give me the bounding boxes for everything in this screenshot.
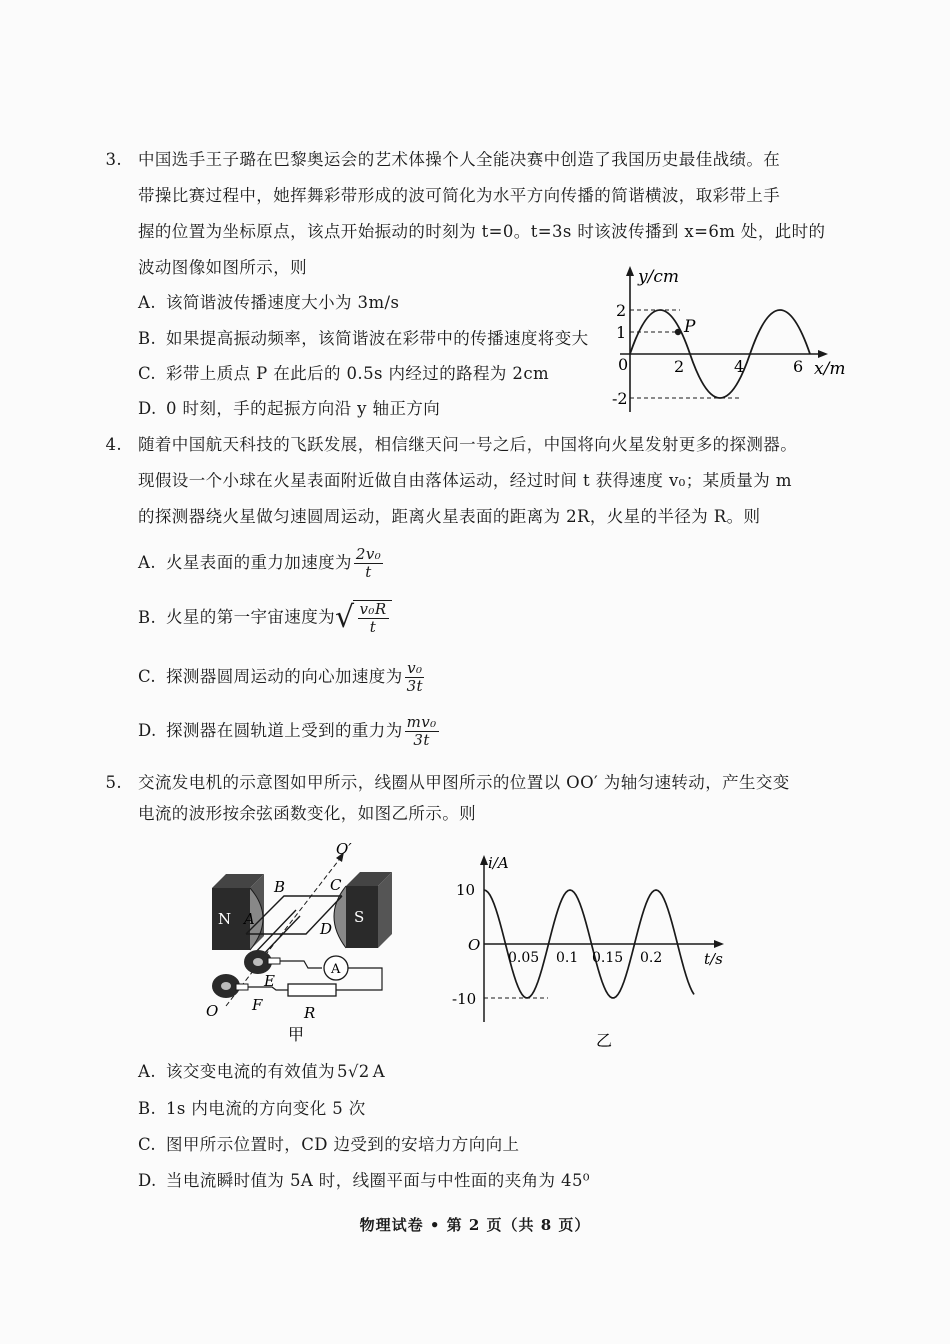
q4-option-a[interactable] (138, 546, 383, 581)
option-text: 探测器圆周运动的向心加速度为 (166, 667, 403, 686)
brush-e (268, 958, 280, 964)
origin-label: O (468, 936, 481, 954)
y-axis-label: i/A (488, 854, 509, 872)
generator-diagram (196, 838, 416, 1048)
q5-option-c[interactable] (138, 1135, 519, 1155)
y-tick-neg2: -2 (612, 389, 628, 408)
figure-jia-caption: 甲 (288, 1025, 305, 1044)
q5-option-a[interactable] (138, 1062, 385, 1082)
label-a: A (244, 910, 255, 928)
q4-option-c[interactable] (138, 660, 425, 695)
effective-value: 5√2 (337, 1062, 370, 1081)
fraction-numerator: v₀R (359, 600, 387, 618)
unit: A (372, 1062, 386, 1081)
option-text: 彩带上质点 P 在此后的 0.5s 内经过的路程为 2cm (166, 364, 550, 383)
label-b: B (274, 878, 286, 896)
option-text: 0 时刻，手的起振方向沿 y 轴正方向 (166, 399, 441, 418)
question-3-stem-line-3: 握的位置为坐标原点，该点开始振动的时刻为 t=0。t=3s 时该波传播到 x=6m 处，此时的 (138, 222, 826, 241)
x-axis-arrow-icon (818, 350, 828, 358)
q4-option-b[interactable] (138, 600, 392, 636)
point-p (675, 329, 681, 335)
fraction (405, 714, 439, 749)
fraction-denominator: 3t (413, 731, 430, 749)
label-d: D (320, 920, 333, 938)
option-text: 如果提高振动频率，该简谐波在彩带中的传播速度将变大 (166, 329, 589, 348)
option-text: 探测器在圆轨道上受到的重力为 (166, 721, 403, 740)
y-tick-10: 10 (456, 881, 476, 899)
question-5-number: 5. (105, 773, 122, 792)
option-letter: C. (138, 1135, 157, 1154)
x-tick-0.1: 0.1 (556, 950, 579, 966)
x-tick-0.2: 0.2 (640, 950, 663, 966)
question-5-stem-line-1: 交流发电机的示意图如甲所示，线圈从甲图所示的位置以 OO′ 为轴匀速转动，产生交变 (138, 773, 790, 792)
q4-option-d[interactable] (138, 714, 439, 749)
q3-option-a[interactable] (138, 293, 399, 313)
fraction-denominator: t (365, 563, 372, 581)
option-letter: C. (138, 364, 157, 383)
label-e: E (264, 972, 275, 990)
q3-option-d[interactable] (138, 399, 440, 419)
fraction-numerator: v₀ (407, 659, 423, 677)
slip-ring-f-hole (221, 982, 231, 990)
option-text: 该简谐波传播速度大小为 3m/s (166, 293, 400, 312)
origin-label: 0 (618, 355, 629, 374)
wire-e (280, 961, 322, 968)
option-letter: D. (138, 1171, 157, 1190)
x-tick-4: 4 (734, 357, 745, 376)
option-text: 该交变电流的有效值为 (166, 1062, 335, 1081)
fraction (405, 660, 425, 695)
x-tick-0.05: 0.05 (508, 950, 540, 966)
option-text: 1s 内电流的方向变化 5 次 (166, 1099, 366, 1118)
label-r: R (304, 1004, 316, 1022)
fraction-numerator: mv₀ (406, 713, 437, 731)
option-letter: A. (138, 1062, 156, 1081)
q3-option-b[interactable] (138, 329, 589, 349)
q5-option-b[interactable] (138, 1099, 366, 1119)
magnet-n-label: N (218, 910, 232, 928)
current-graph (446, 850, 736, 1050)
point-p-label: P (684, 317, 696, 337)
option-letter: B. (138, 607, 157, 627)
y-axis-label: y/cm (638, 267, 679, 287)
figure-yi-caption: 乙 (596, 1031, 613, 1050)
x-tick-0.15: 0.15 (592, 950, 624, 966)
radical-icon: √ (335, 600, 355, 635)
y-tick-2: 2 (616, 301, 627, 320)
label-c: C (330, 876, 342, 894)
option-text: 图甲所示位置时，CD 边受到的安培力方向向上 (166, 1135, 520, 1154)
x-tick-6: 6 (793, 357, 804, 376)
brush-f (236, 984, 248, 990)
square-root (335, 600, 392, 636)
label-o: O (206, 1002, 219, 1020)
label-f: F (252, 996, 263, 1014)
option-text: 当电流瞬时值为 5A 时，线圈平面与中性面的夹角为 45⁰ (166, 1171, 590, 1190)
question-4-stem-line-2: 现假设一个小球在火星表面附近做自由落体运动，经过时间 t 获得速度 v₀；某质量为 m (138, 471, 792, 490)
magnet-s-label: S (354, 908, 365, 926)
option-letter: A. (138, 293, 156, 312)
page-footer: 物理试卷 • 第 2 页（共 8 页） (359, 1216, 591, 1234)
option-text: 火星表面的重力加速度为 (166, 553, 352, 572)
option-text: 火星的第一宇宙速度为 (166, 607, 335, 627)
fraction-denominator: t (369, 618, 377, 636)
question-4-stem-line-3: 的探测器绕火星做匀速圆周运动，距离火星表面的距离为 2R，火星的半径为 R。则 (138, 507, 761, 526)
q3-wave-graph (600, 262, 860, 422)
option-letter: C. (138, 667, 157, 686)
x-axis-arrow-icon (714, 940, 724, 948)
question-3-stem-line-2: 带操比赛过程中，她挥舞彩带形成的波可简化为水平方向传播的简谐横波，取彩带上手 (138, 186, 781, 205)
x-axis-label: t/s (704, 950, 723, 968)
slip-ring-e-hole (253, 958, 263, 966)
question-4-number: 4. (105, 435, 122, 454)
x-tick-2: 2 (674, 357, 685, 376)
question-3-number: 3. (105, 150, 122, 169)
y-axis-arrow-icon (480, 855, 488, 865)
option-letter: A. (138, 553, 156, 572)
fraction-numerator: 2v₀ (355, 545, 382, 563)
q5-option-d[interactable] (138, 1171, 590, 1191)
resistor-r (288, 984, 336, 996)
question-4-stem-line-1: 随着中国航天科技的飞跃发展，相信继天问一号之后，中国将向火星发射更多的探测器。 (138, 435, 798, 454)
question-5-stem-line-2: 电流的波形按余弦函数变化，如图乙所示。则 (138, 804, 476, 823)
q3-option-c[interactable] (138, 364, 549, 384)
option-letter: D. (138, 399, 157, 418)
option-letter: B. (138, 329, 157, 348)
y-axis-arrow-icon (626, 266, 634, 276)
y-tick-1: 1 (616, 323, 627, 342)
radicand (353, 600, 392, 636)
y-tick-neg10: -10 (452, 990, 477, 1008)
ammeter-label: A (331, 962, 341, 977)
x-axis-label: x/m (814, 359, 846, 379)
fraction (354, 546, 383, 581)
option-letter: B. (138, 1099, 157, 1118)
fraction-denominator: 3t (406, 677, 423, 695)
label-o-prime: O′ (336, 840, 352, 858)
magnet-s-pole-face (334, 886, 346, 948)
option-letter: D. (138, 721, 157, 740)
question-3-stem-line-4: 波动图像如图所示，则 (138, 258, 307, 277)
question-3-stem-line-1: 中国选手王子璐在巴黎奥运会的艺术体操个人全能决赛中创造了我国历史最佳战绩。在 (138, 150, 781, 169)
